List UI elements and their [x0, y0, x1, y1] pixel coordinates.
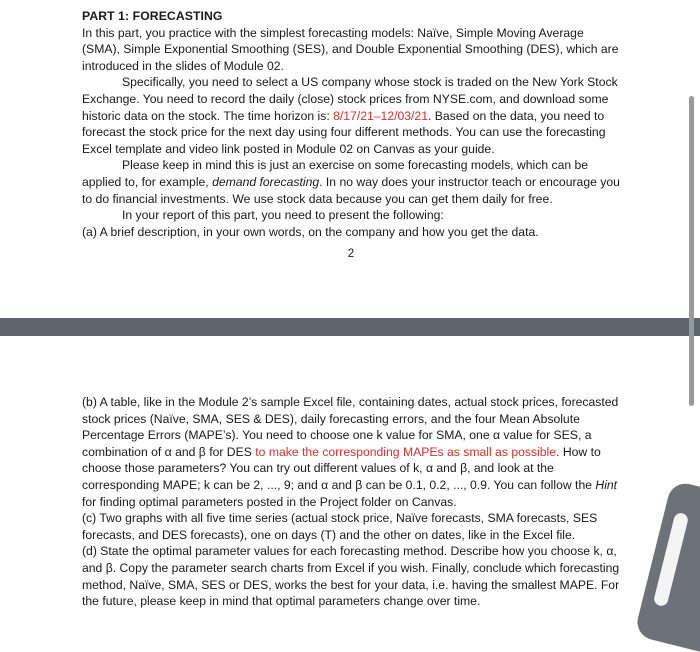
page-number: 2: [347, 248, 355, 260]
item-b-text-1: (b) A table, like in the Module 2’s sample Excel file, containing dates, actual stock prices, forecasted stock prices (Naïve, SMA, SES & DES), daily forecasting errors, and the four Mean Absolute Percentage Errors (MAPE’s). You need to choose one k value for SMA, one α value for SES, a combination of α and β for DES: [82, 395, 619, 459]
document-page-upper: [0, 0, 700, 318]
page-text-lower: [82, 394, 620, 610]
requirement-item-d: (d) State the optimal parameter values for each forecasting method. Describe how you choose k, α, and β. Copy the parameter search charts from Excel if you wish. Finally, conclude which forecasting method, Naïve, SMA, SES or DES, works the best for your data, i.e. having the smallest MAPE. For the future, please keep in mind that optimal parameters change over time.: [82, 544, 620, 609]
instructions-text-b: . Based on the data, you need to forecast the stock price for the next day using four different methods. You can use the forecasting Excel template and video link posted in Module 02 on Canvas as your guide.: [82, 108, 606, 156]
requirement-item-b: [82, 394, 620, 510]
time-horizon-dates: 8/17/21–12/03/21: [333, 108, 428, 123]
disclaimer-text-a: Please keep in mind this is just an exercise on some forecasting models, which can be applied to, for example,: [82, 158, 589, 189]
requirement-item-c: (c) Two graphs with all five time series (actual stock price, Naïve forecasts, SMA forecasts, SES forecasts, and DES forecasts), one on days (T) and the other on dates, like in the Excel file.: [82, 511, 598, 542]
section-heading: PART 1: FORECASTING: [82, 9, 223, 23]
document-page-lower: [0, 336, 700, 616]
item-b-text-2: . How to choose those parameters? You can try out different values of k, α and β, and look at the corresponding MAPE; k can be 2, ..., 9; and α and β can be 0.1, 0.2, ..., 0.9. You can follow the: [82, 444, 601, 492]
page-text-upper: [82, 8, 620, 240]
disclaimer-text-b: . In no way does your instructor teach or encourage you to do financial investments. We use stock data because you can get them daily for free.: [82, 174, 620, 206]
instructions-text-a: Specifically, you need to select a US company whose stock is traded on the New York Stock Exchange. You need to record the daily (close) stock prices from NYSE.com, and download some historic data on the stock. The time horizon is:: [82, 75, 618, 123]
item-b-text-3: for finding optimal parameters posted in the Project folder on Canvas.: [82, 494, 457, 509]
vertical-scrollbar[interactable]: [689, 96, 694, 406]
intro-paragraph: In this part, you practice with the simplest forecasting models: Naïve, Simple Moving Average (SMA), Simple Exponential Smoothing (SES), and Double Exponential Smoothing (DES), which are introduced in the slides of Module 02.: [82, 25, 619, 73]
item-b-emphasis: to make the corresponding MAPEs as small as possible: [255, 444, 557, 459]
report-requirements-intro: In your report of this part, you need to present the following:: [122, 208, 444, 223]
requirement-item-a: (a) A brief description, in your own words, on the company and how you get the data.: [82, 224, 539, 239]
demand-forecasting-term: demand forecasting: [212, 174, 320, 189]
page-break-divider: [0, 318, 700, 336]
hint-term: Hint: [595, 477, 618, 492]
instructions-paragraph: [82, 74, 620, 157]
disclaimer-paragraph: [82, 157, 620, 207]
